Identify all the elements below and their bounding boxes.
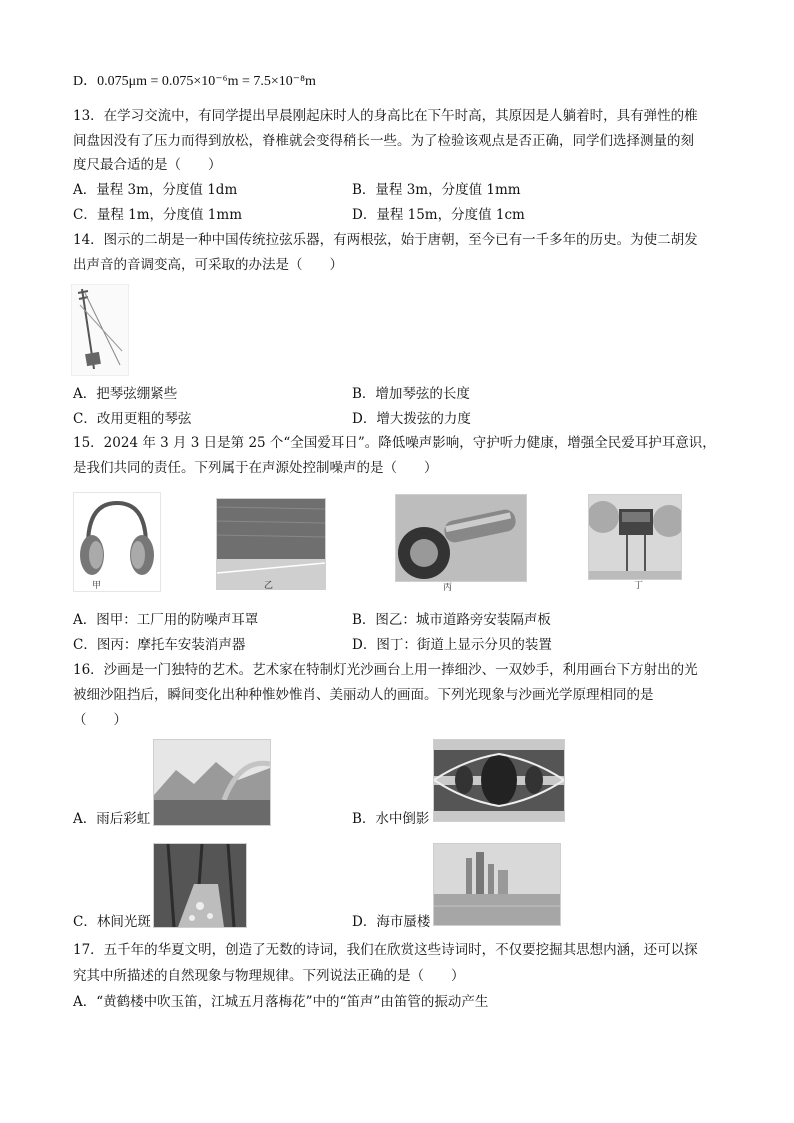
- earmuffs-icon: [74, 493, 160, 591]
- q17-stem-line-2: 究其中所描述的自然现象与物理规律。下列说法正确的是（ ）: [73, 968, 465, 984]
- decibel-display-icon: [589, 495, 681, 579]
- figure-bing-muffler: [395, 494, 527, 582]
- q16-option-c[interactable]: C．林间光斑: [73, 914, 151, 930]
- q13-stem-line-2: 间盘因没有了压力而得到放松，脊椎就会变得稍长一些。为了检验该观点是否正确，同学们选择测量的刻: [73, 133, 694, 149]
- figure-yi-barrier: [216, 498, 326, 590]
- bridge-reflection-icon: [434, 740, 564, 821]
- q13-option-c[interactable]: C．量程 1m，分度值 1mm: [73, 207, 242, 223]
- q16-stem-line-2: 被细沙阻挡后，瞬间变化出种种惟妙惟肖、美丽动人的画面。下列光现象与沙画光学原理相同的是: [73, 687, 654, 703]
- figure-ding-decibel: [588, 494, 682, 580]
- figure-caption-jia: 甲: [92, 581, 102, 591]
- q15-option-c[interactable]: C．图丙：摩托车安装消声器: [73, 637, 246, 653]
- q14-option-b[interactable]: B．增加琴弦的长度: [352, 386, 470, 402]
- mirage-icon: [434, 844, 560, 925]
- figure-caption-bing: 丙: [443, 583, 453, 593]
- q16-option-d[interactable]: D．海市蜃楼: [352, 914, 431, 930]
- q16-stem-line-3: （ ）: [73, 712, 127, 728]
- erhu-figure: [71, 284, 129, 376]
- rainbow-icon: [154, 740, 270, 825]
- figure-mirage: [433, 843, 561, 926]
- q13-option-d[interactable]: D．量程 15m，分度值 1cm: [352, 207, 525, 223]
- q15-option-a[interactable]: A．图甲：工厂用的防噪声耳罩: [73, 612, 259, 628]
- q16-option-a[interactable]: A．雨后彩虹: [73, 811, 151, 827]
- q14-option-d[interactable]: D．增大拨弦的力度: [352, 411, 471, 427]
- forest-light-spots-icon: [154, 844, 246, 927]
- q15-stem-line-2: 是我们共同的责任。下列属于在声源处控制噪声的是（ ）: [73, 460, 438, 476]
- figure-jia-earmuffs: [73, 492, 161, 592]
- q16-option-b[interactable]: B．水中倒影: [352, 811, 430, 827]
- motorcycle-muffler-icon: [396, 495, 526, 581]
- figure-light-spots: [153, 843, 247, 928]
- q15-option-b[interactable]: B．图乙：城市道路旁安装隔声板: [352, 612, 551, 628]
- q14-option-c[interactable]: C．改用更粗的琴弦: [73, 411, 192, 427]
- q17-stem-line-1: 17．五千年的华夏文明，创造了无数的诗词，我们在欣赏这些诗词时，不仅要挖掘其思想内涵，还可以探: [73, 942, 698, 958]
- figure-reflection: [433, 739, 565, 822]
- q15-stem-line-1: 15．2024 年 3 月 3 日是第 25 个“全国爱耳日”。降低噪声影响，守护听力健康，增强全民爱耳护耳意识，: [73, 435, 716, 451]
- sound-barrier-icon: [217, 499, 325, 589]
- q16-stem-line-1: 16．沙画是一门独特的艺术。艺术家在特制灯光沙画台上用一捧细沙、一双妙手，利用画台下方射出的光: [73, 662, 698, 678]
- figure-caption-yi: 乙: [264, 581, 274, 591]
- figure-rainbow: [153, 739, 271, 826]
- q13-stem-line-3: 度尺最合适的是（ ）: [73, 157, 222, 173]
- figure-caption-ding: 丁: [634, 581, 644, 591]
- q17-option-a[interactable]: A．“黄鹤楼中吹玉笛，江城五月落梅花”中的“笛声”由笛管的振动产生: [73, 994, 489, 1010]
- q13-option-b[interactable]: B．量程 3m，分度值 1mm: [352, 182, 521, 198]
- erhu-icon: [72, 285, 128, 375]
- q13-stem-line-1: 13．在学习交流中，有同学提出早晨刚起床时人的身高比在下午时高，其原因是人躺着时，具有弹性的椎: [73, 108, 698, 124]
- q12-option-d: D．0.075μm = 0.075×10⁻⁶m = 7.5×10⁻⁸m: [73, 74, 316, 89]
- q15-option-d[interactable]: D．图丁：街道上显示分贝的装置: [352, 637, 552, 653]
- q13-option-a[interactable]: A．量程 3m，分度值 1dm: [73, 182, 238, 198]
- q14-stem-line-2: 出声音的音调变高，可采取的办法是（ ）: [73, 257, 343, 273]
- q14-stem-line-1: 14．图示的二胡是一种中国传统拉弦乐器，有两根弦，始于唐朝，至今已有一千多年的历史。为使二胡发: [73, 232, 698, 248]
- q14-option-a[interactable]: A．把琴弦绷紧些: [73, 386, 178, 402]
